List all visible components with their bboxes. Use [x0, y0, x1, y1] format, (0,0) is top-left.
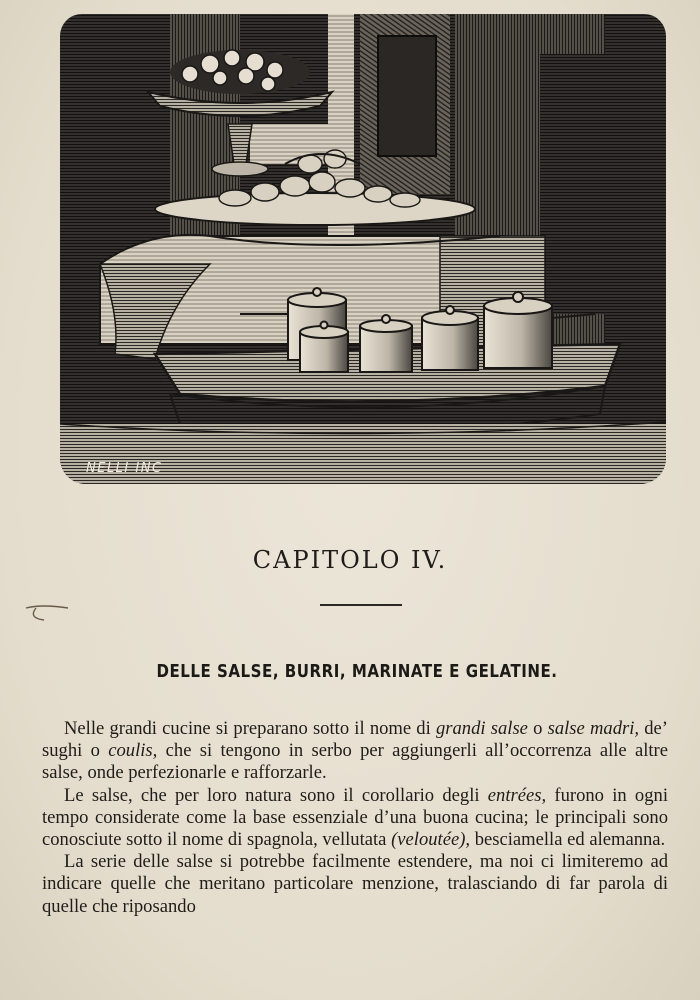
chapter-heading: CAPITOLO IV.: [252, 546, 448, 574]
italic-term: coulis,: [108, 740, 158, 762]
italic-term: entrées,: [487, 784, 547, 806]
kitchen-engraving-illustration: [60, 14, 666, 484]
paragraph: Le salse, che per loro natura sono il corollario degli entrées, furono in ogni tempo considerate come la base essenziale d’una buona cucina; le principali sono conosciute sotto il nome di spagnola, vellutata (veloutée), besciamella ed alemanna.: [42, 784, 668, 851]
chapter-divider-rule: [320, 604, 402, 606]
paragraph: Nelle grandi cucine si preparano sotto il nome di grandi salse o salse madri, de’ sughi o coulis, che si tengono in serbo per aggiungerli all’occorrenza alle altre salse, onde perfezionarle e rafforzarle.: [42, 718, 669, 784]
paragraph: La serie delle salse si potrebbe facilmente estendere, ma noi ci limiteremo ad indicare quelle che meritano particolare menzione, tralasciando di far parola di quelle che riposando: [42, 851, 668, 917]
engraver-signature: NELLI INC: [86, 461, 163, 476]
pencil-annotation-mark: [22, 600, 74, 624]
italic-term: grandi salse: [435, 718, 528, 739]
italic-term: salse madri,: [547, 718, 640, 739]
body-text: [42, 718, 668, 918]
italic-term: (veloutée),: [391, 829, 471, 851]
section-title: DELLE SALSE, BURRI, MARINATE E GELATINE.: [156, 662, 558, 682]
